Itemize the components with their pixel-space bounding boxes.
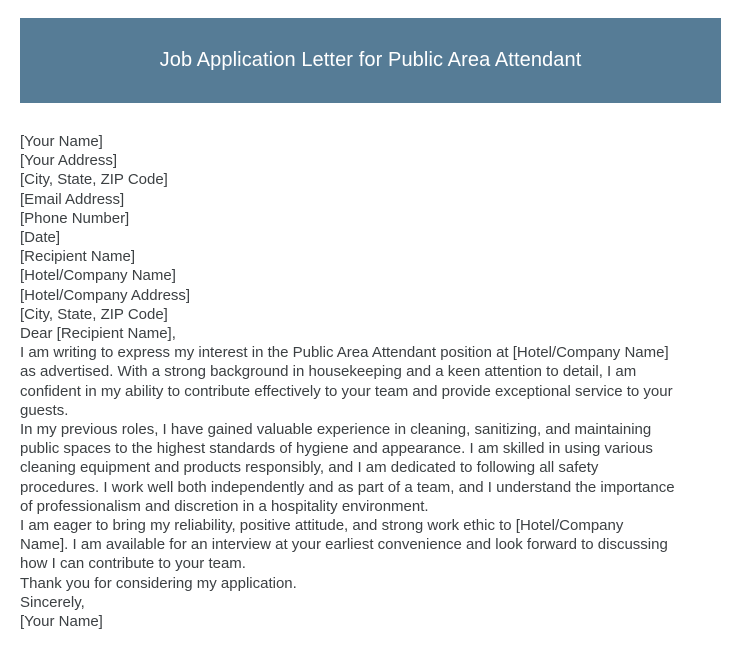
letter-line-your-name: [Your Name] bbox=[20, 133, 103, 150]
letter-line-para2-1: In my previous roles, I have gained valuable experience in cleaning, sanitizing, and maintaining bbox=[20, 421, 652, 439]
title-banner bbox=[20, 18, 721, 103]
letter-line-sincerely: Sincerely, bbox=[20, 593, 85, 611]
letter-line-phone: [Phone Number] bbox=[20, 209, 130, 227]
letter-line-signature: [Your Name] bbox=[20, 613, 103, 631]
letter-line-company-name: [Hotel/Company Name] bbox=[20, 267, 176, 285]
letter-line-para3-2: Name]. I am available for an interview at your earliest convenience and look forward to discussing bbox=[20, 536, 668, 554]
page-title: Job Application Letter for Public Area Attendant bbox=[159, 49, 582, 71]
letter-line-para1-3: confident in my ability to contribute effectively to your team and provide exceptional service to your bbox=[20, 382, 673, 400]
letter-line-your-address: [Your Address] bbox=[20, 152, 118, 170]
letter-line-para2-5: of professionalism and discretion in a hospitality environment. bbox=[20, 497, 429, 515]
letter-line-city-state-zip: [City, State, ZIP Code] bbox=[20, 171, 168, 189]
letter-line-para1-1: I am writing to express my interest in the Public Area Attendant position at [Hotel/Company Name] bbox=[20, 344, 669, 362]
letter-line-date: [Date] bbox=[20, 229, 61, 247]
letter-line-email: [Email Address] bbox=[20, 190, 125, 208]
letter-body bbox=[20, 132, 730, 631]
letter-line-para3-1: I am eager to bring my reliability, positive attitude, and strong work ethic to [Hotel/Company bbox=[20, 517, 624, 535]
letter-line-recipient-city-state-zip: [City, State, ZIP Code] bbox=[20, 305, 168, 323]
letter-line-thank-you: Thank you for considering my application. bbox=[20, 574, 297, 592]
letter-line-para1-4: guests. bbox=[20, 401, 69, 419]
letter-line-para3-3: how I can contribute to your team. bbox=[20, 555, 246, 573]
letter-line-para2-3: cleaning equipment and products responsibly, and I am dedicated to following all safety bbox=[20, 459, 599, 477]
letter-line-para1-2: as advertised. With a strong background in housekeeping and a keen attention to detail, I am bbox=[20, 363, 637, 381]
letter-line-para2-2: public spaces to the highest standards of hygiene and appearance. I am skilled in using various bbox=[20, 440, 653, 458]
letter-line-para2-4: procedures. I work well both independently and as part of a team, and I understand the importance bbox=[20, 478, 675, 496]
letter-line-company-address: [Hotel/Company Address] bbox=[20, 286, 191, 304]
letter-line-salutation: Dear [Recipient Name], bbox=[20, 325, 176, 343]
letter-line-recipient-name: [Recipient Name] bbox=[20, 248, 136, 266]
